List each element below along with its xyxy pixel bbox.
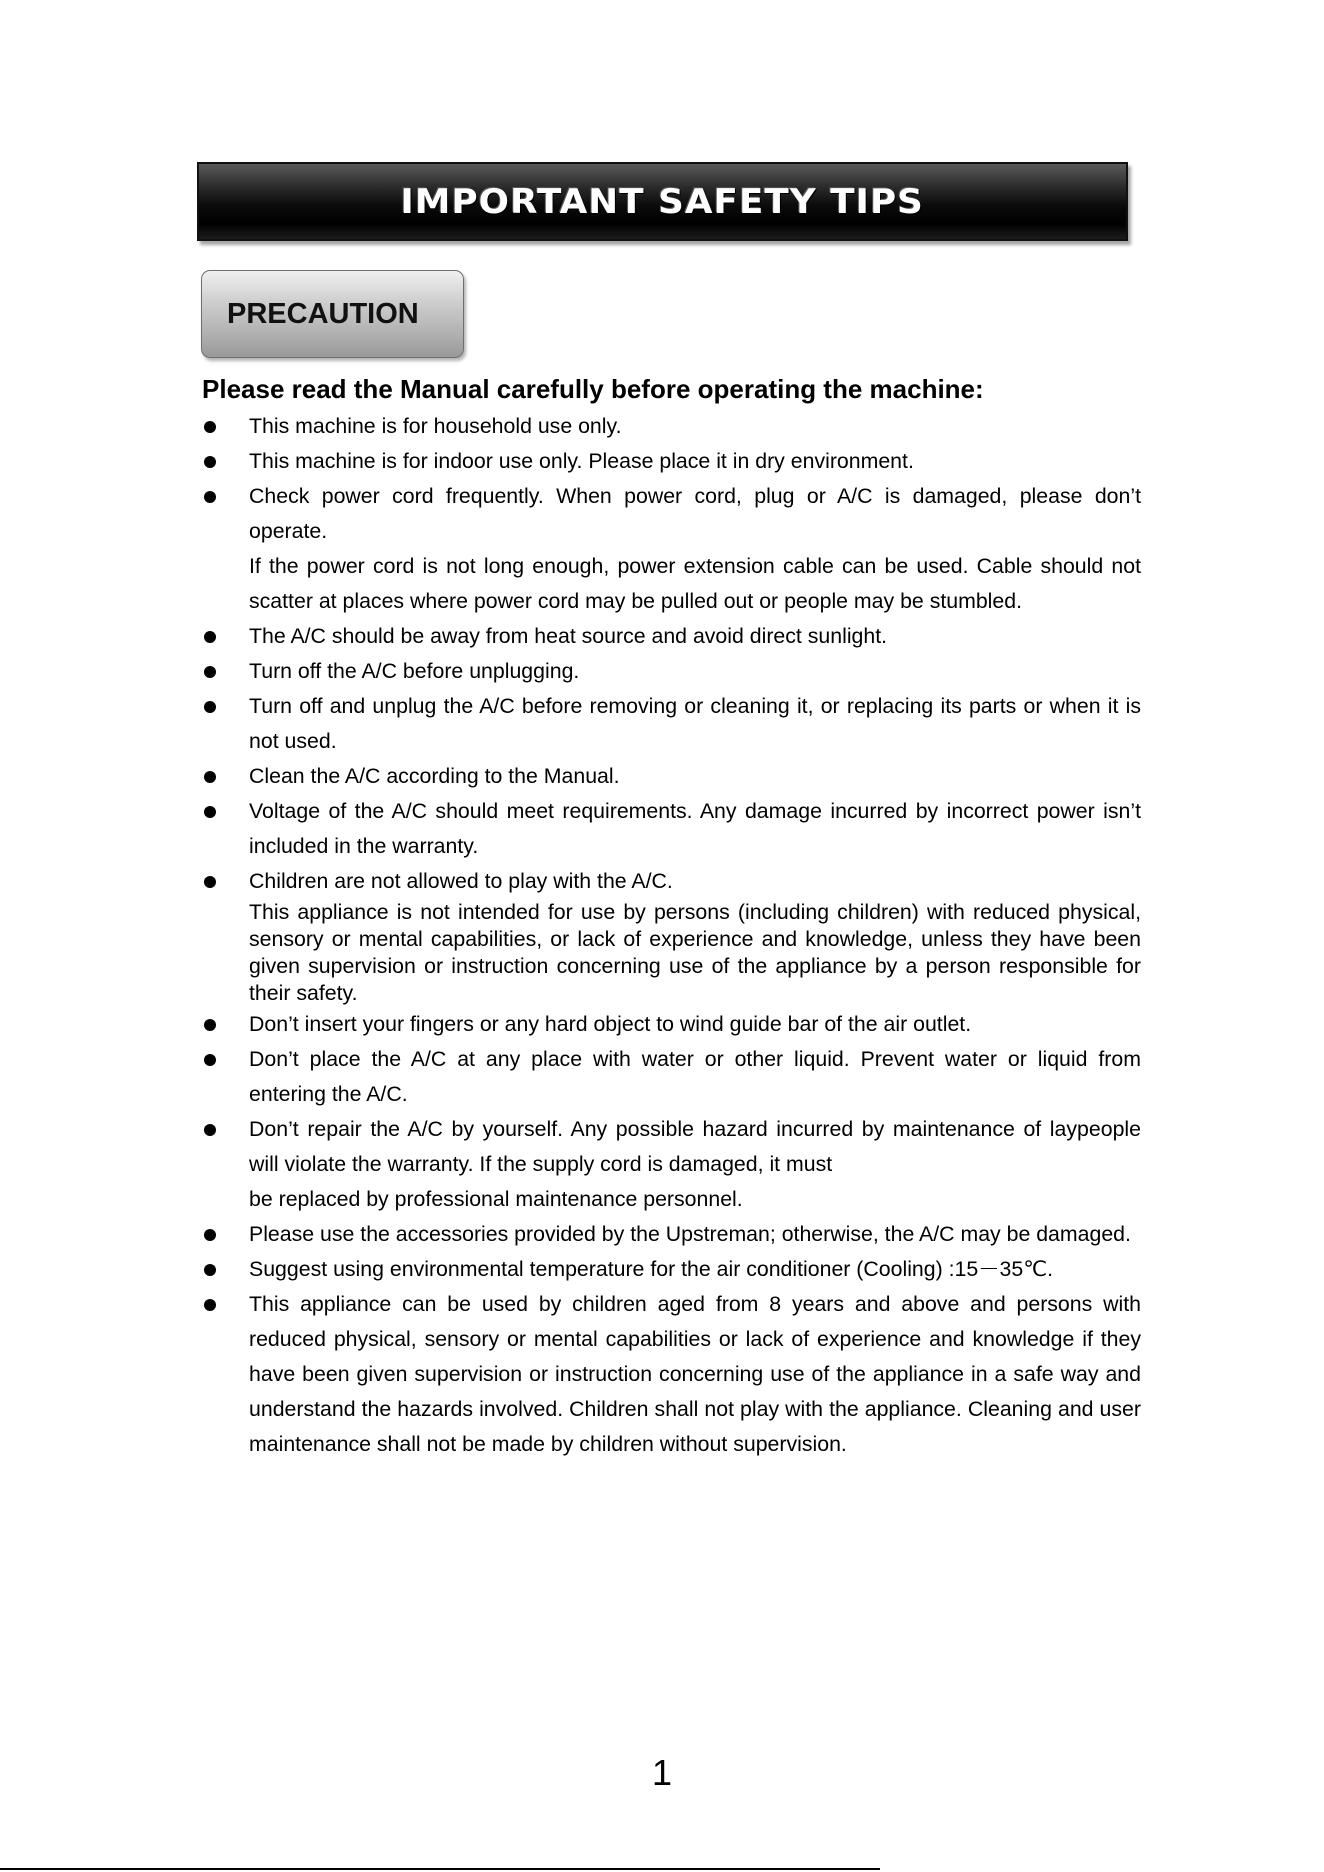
list-item-text: This machine is for indoor use only. Please place it in dry environment. bbox=[249, 449, 914, 473]
list-item bbox=[249, 864, 1141, 1007]
bullet-icon bbox=[204, 876, 216, 888]
list-item bbox=[249, 444, 1141, 479]
list-item-text: Clean the A/C according to the Manual. bbox=[249, 764, 620, 788]
list-item-text: Check power cord frequently. When power cord, plug or A/C is damaged, please don’t operate. bbox=[249, 484, 1141, 543]
list-item bbox=[249, 654, 1141, 689]
list-item bbox=[249, 409, 1141, 444]
list-item bbox=[249, 1112, 1141, 1217]
list-item bbox=[249, 619, 1141, 654]
list-item-text: Voltage of the A/C should meet requirements. Any damage incurred by incorrect power isn’t included in the warranty. bbox=[249, 799, 1141, 858]
list-item-text: Children are not allowed to play with the A/C. bbox=[249, 869, 673, 893]
list-item-text: This appliance can be used by children aged from 8 years and above and persons with reduced physical, sensory or mental capabilities or lack of experience and knowledge if they have been given supervision or instruction concerning use of the appliance in a safe way and understand the hazards involved. Children shall not play with the appliance. Cleaning and user maintenance shall not be made by children without supervision. bbox=[249, 1292, 1141, 1456]
list-item-text: If the power cord is not long enough, power extension cable can be used. Cable should not scatter at places where power cord may be pulled out or people may be stumbled. bbox=[249, 554, 1141, 613]
bullet-icon bbox=[204, 771, 216, 783]
bullet-icon bbox=[204, 1019, 216, 1031]
section-label: PRECAUTION bbox=[227, 297, 419, 330]
list-item-text: be replaced by professional maintenance personnel. bbox=[249, 1187, 743, 1211]
list-item-text: The A/C should be away from heat source and avoid direct sunlight. bbox=[249, 624, 888, 648]
bullet-icon bbox=[204, 456, 216, 468]
list-item bbox=[249, 1007, 1141, 1042]
bullet-icon bbox=[204, 1124, 216, 1136]
list-item-text: Turn off the A/C before unplugging. bbox=[249, 659, 580, 683]
intro-heading: Please read the Manual carefully before operating the machine: bbox=[202, 374, 984, 404]
list-item-text: Don’t insert your fingers or any hard object to wind guide bar of the air outlet. bbox=[249, 1012, 972, 1036]
list-item-text: This machine is for household use only. bbox=[249, 414, 622, 438]
title-banner bbox=[197, 162, 1128, 241]
bullet-icon bbox=[204, 421, 216, 433]
list-item bbox=[249, 689, 1141, 759]
bullet-icon bbox=[204, 806, 216, 818]
list-item bbox=[249, 794, 1141, 864]
bullet-icon bbox=[204, 631, 216, 643]
list-item-text: Please use the accessories provided by the Upstreman; otherwise, the A/C may be damaged. bbox=[249, 1222, 1131, 1246]
bullet-icon bbox=[204, 1054, 216, 1066]
list-item bbox=[249, 1252, 1141, 1287]
bullet-icon bbox=[204, 1229, 216, 1241]
bullet-icon bbox=[204, 666, 216, 678]
list-item-text: This appliance is not intended for use by persons (including children) with reduced physical, sensory or mental capabilities, or lack of experience and knowledge, unless they have been given supervision or instruction concerning use of the appliance by a person responsible for their safety. bbox=[249, 900, 1141, 1005]
list-item bbox=[249, 479, 1141, 619]
footer-divider bbox=[0, 1868, 880, 1870]
list-item bbox=[249, 1287, 1141, 1462]
list-item-text: Don’t place the A/C at any place with water or other liquid. Prevent water or liquid from entering the A/C. bbox=[249, 1047, 1141, 1106]
list-item-text: Suggest using environmental temperature for the air conditioner (Cooling) :15－35℃. bbox=[249, 1257, 1054, 1281]
list-item-text: Turn off and unplug the A/C before removing or cleaning it, or replacing its parts or when it is not used. bbox=[249, 694, 1141, 753]
list-item bbox=[249, 1042, 1141, 1112]
bullet-icon bbox=[204, 491, 216, 503]
list-item bbox=[249, 1217, 1141, 1252]
bullet-icon bbox=[204, 1264, 216, 1276]
bullet-icon bbox=[204, 701, 216, 713]
bullet-icon bbox=[204, 1299, 216, 1311]
page-title: IMPORTANT SAFETY TIPS bbox=[400, 181, 925, 222]
safety-tips-list bbox=[249, 409, 1141, 1462]
list-item bbox=[249, 759, 1141, 794]
page-number: 1 bbox=[651, 1752, 673, 1793]
list-item-text: Don’t repair the A/C by yourself. Any possible hazard incurred by maintenance of laypeople will violate the warranty. If the supply cord is damaged, it must bbox=[249, 1117, 1141, 1176]
section-label-box bbox=[201, 270, 464, 358]
